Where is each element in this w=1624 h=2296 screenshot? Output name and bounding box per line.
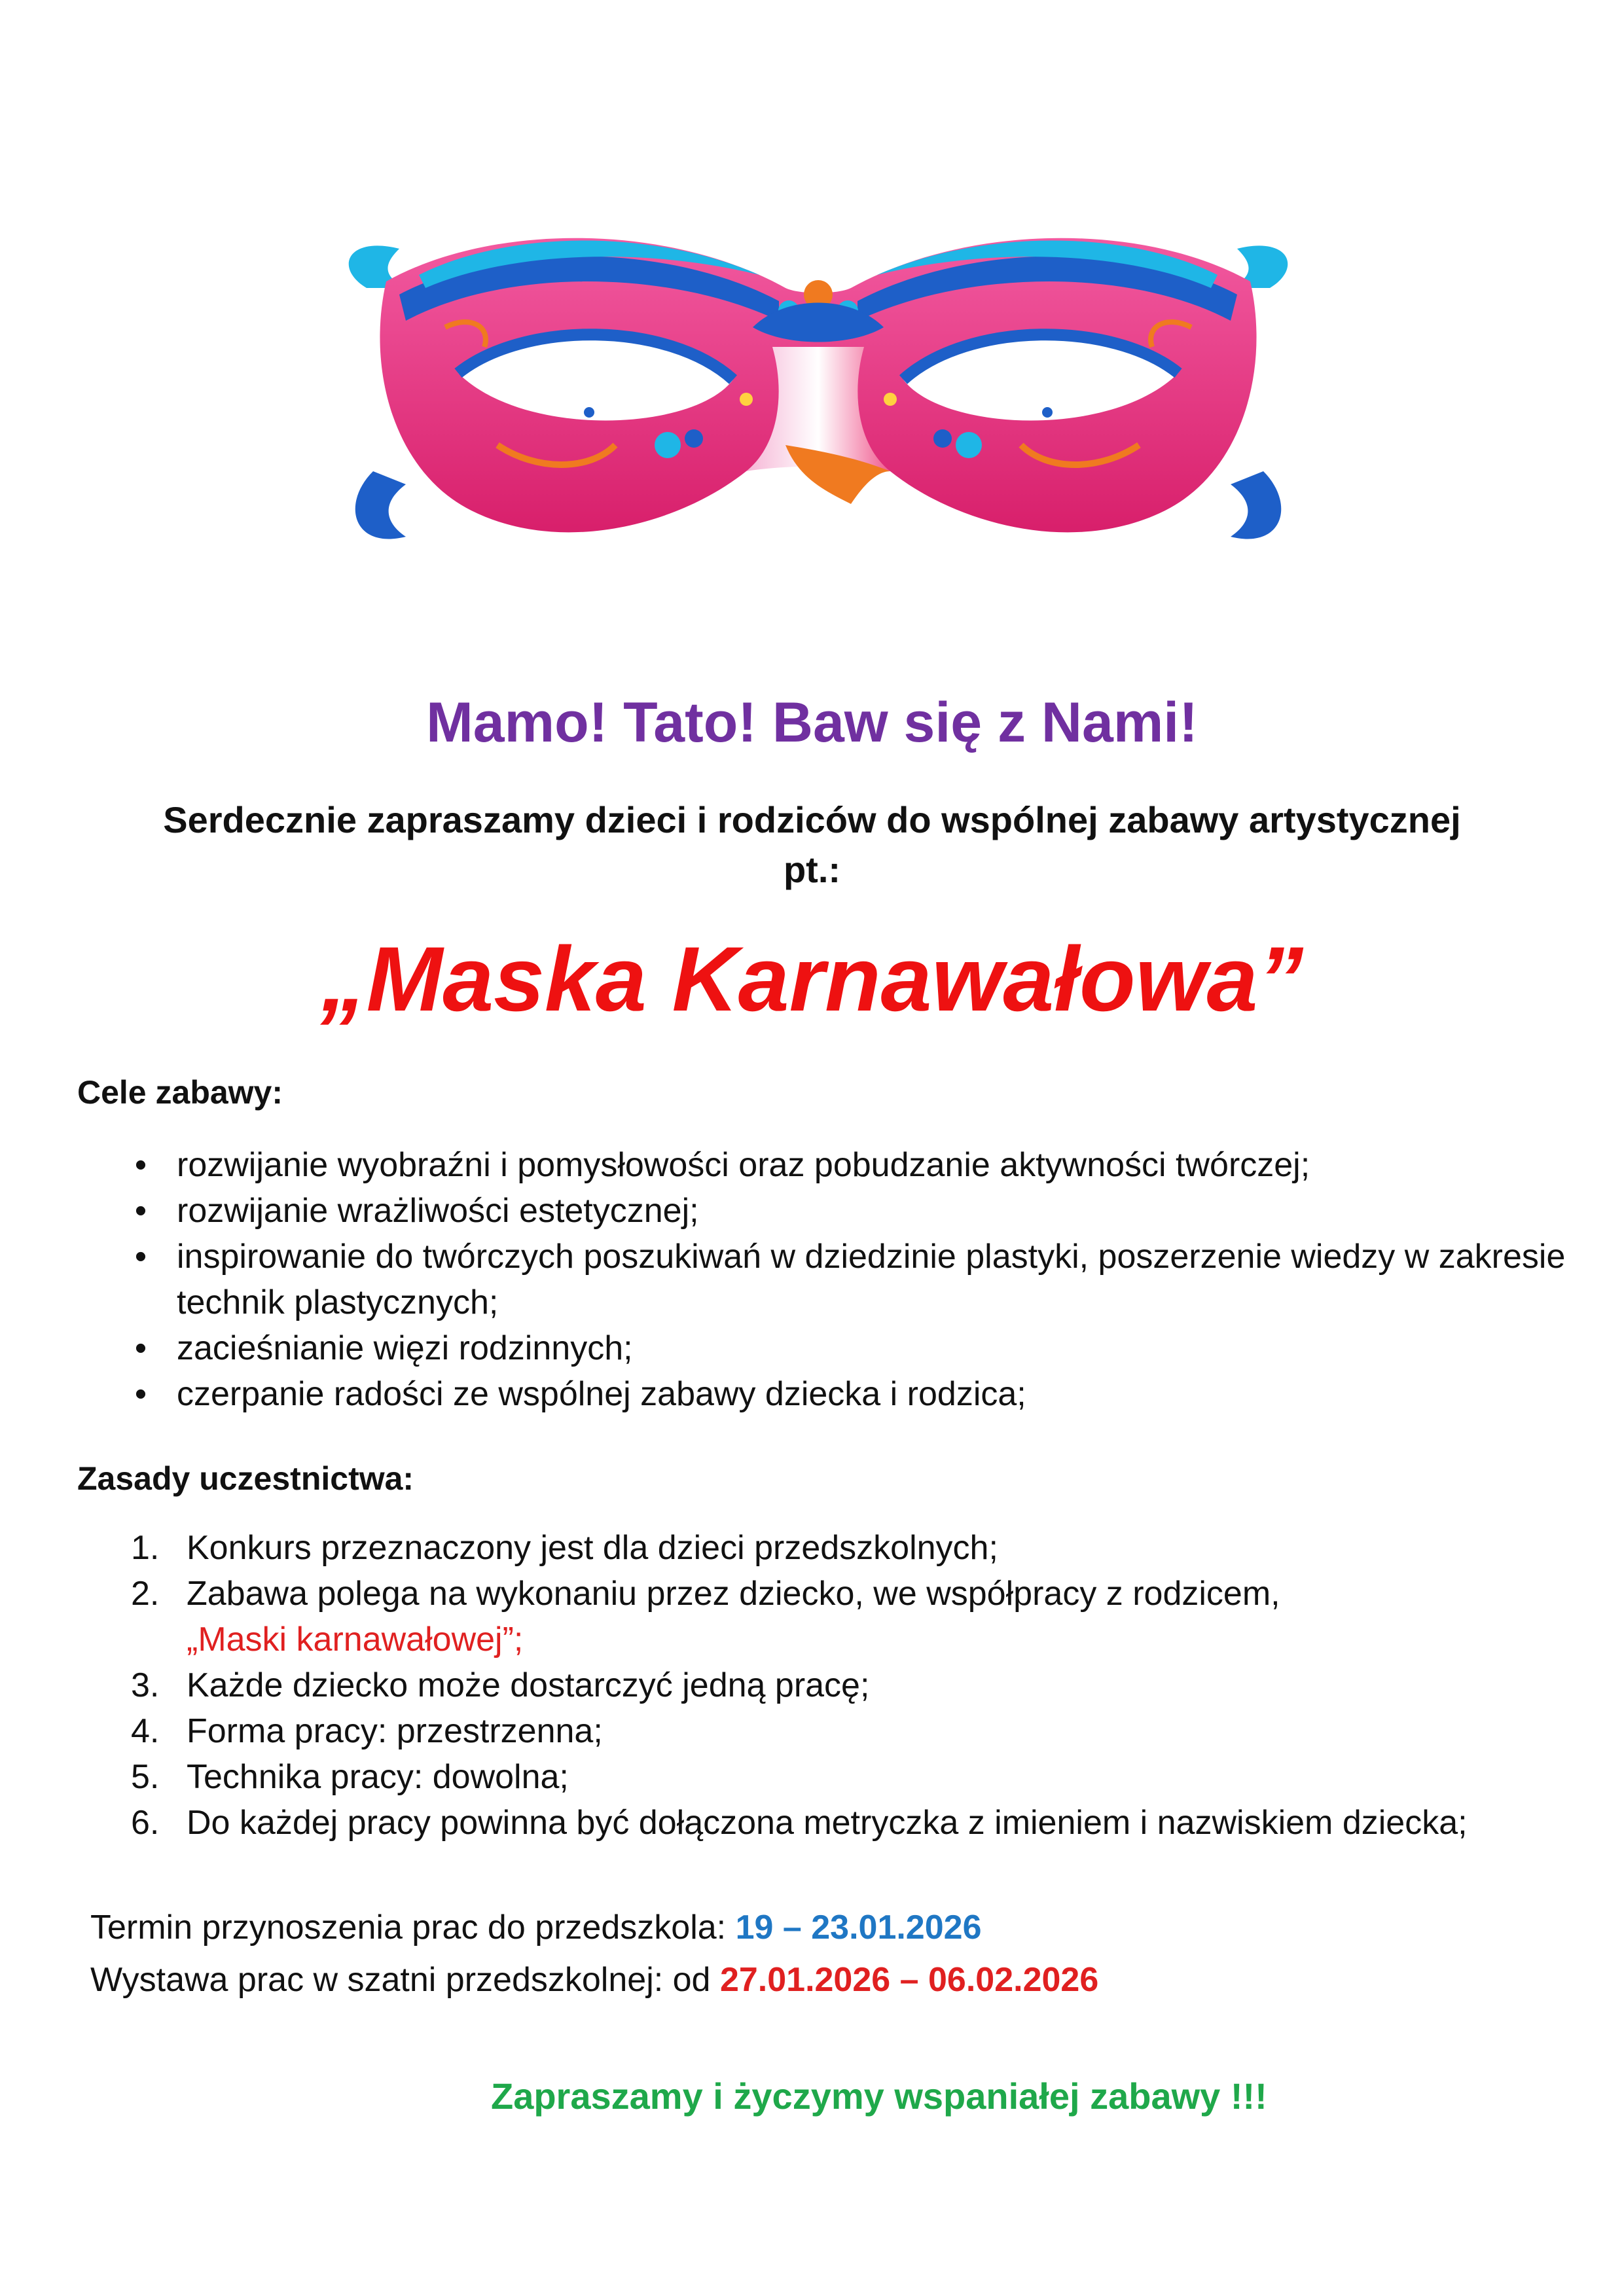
delivery-line (90, 1905, 1596, 1950)
event-title: „Maska Karnawałowa” (320, 927, 1304, 1030)
list-item (131, 1800, 1571, 1846)
rule-highlight: „Maski karnawałowej”; (187, 1621, 524, 1659)
bullet-icon: • (134, 1238, 147, 1276)
bullet-icon: • (134, 1146, 147, 1184)
rule-text: Zabawa polega na wykonaniu przez dziecko, we współpracy z rodzicem, (187, 1575, 1280, 1613)
exhibition-dates: 27.01.2026 – 06.02.2026 (719, 1961, 1099, 1999)
delivery-dates: 19 – 23.01.2026 (735, 1909, 982, 1946)
rule-number: 4. (131, 1712, 160, 1750)
rule-number: 3. (131, 1666, 160, 1704)
exhibition-label: Wystawa prac w szatni przedszkolnej: od (90, 1961, 711, 1999)
rule-number: 5. (131, 1758, 160, 1796)
bullet-icon: • (134, 1375, 147, 1413)
exhibition-line (90, 1957, 1596, 2003)
goal-text: rozwijanie wrażliwości estetycznej; (177, 1192, 699, 1230)
bullet-icon: • (134, 1329, 147, 1367)
goal-text: czerpanie radości ze wspólnej zabawy dziecka i rodzica; (177, 1375, 1026, 1413)
rule-text: Każde dziecko może dostarczyć jedną pracę; (187, 1666, 870, 1704)
headline: Mamo! Tato! Baw się z Nami! (426, 691, 1198, 754)
rule-text: Forma pracy: przestrzenna; (187, 1712, 603, 1750)
list-item (128, 1371, 1581, 1417)
list-item (128, 1142, 1581, 1188)
rules-list (131, 1525, 1571, 1846)
list-item (131, 1525, 1571, 1571)
list-item (128, 1188, 1581, 1234)
list-item (131, 1754, 1571, 1800)
bullet-icon: • (134, 1192, 147, 1230)
closing-text: Zapraszamy i życzymy wspaniałej zabawy !!! (491, 2075, 1267, 2117)
goals-list (128, 1142, 1581, 1417)
rules-heading: Zasady uczestnictwa: (77, 1460, 414, 1497)
rule-number: 6. (131, 1804, 160, 1842)
goal-text: zacieśnianie więzi rodzinnych; (177, 1329, 633, 1367)
rule-number: 1. (131, 1529, 160, 1567)
goal-text: inspirowanie do twórczych poszukiwań w dziedzinie plastyki, poszerzenie wiedzy w zakresie technik plastycznych; (177, 1238, 1566, 1321)
goals-heading: Cele zabawy: (77, 1074, 283, 1111)
list-item (128, 1325, 1581, 1371)
list-item (128, 1234, 1581, 1325)
list-item (131, 1571, 1571, 1662)
rule-text: Technika pracy: dowolna; (187, 1758, 569, 1796)
carnival-mask-icon (327, 196, 1309, 602)
list-item (131, 1708, 1571, 1754)
delivery-label: Termin przynoszenia prac do przedszkola: (90, 1909, 727, 1946)
intro-text: Serdecznie zapraszamy dzieci i rodziców do wspólnej zabawy artystycznej pt.: (163, 799, 1461, 890)
rule-text: Do każdej pracy powinna być dołączona metryczka z imieniem i nazwiskiem dziecka; (187, 1804, 1468, 1842)
list-item (131, 1662, 1571, 1708)
rule-number: 2. (131, 1575, 160, 1613)
rule-text: Konkurs przeznaczony jest dla dzieci przedszkolnych; (187, 1529, 998, 1567)
goal-text: rozwijanie wyobraźni i pomysłowości oraz pobudzanie aktywności twórczej; (177, 1146, 1310, 1184)
